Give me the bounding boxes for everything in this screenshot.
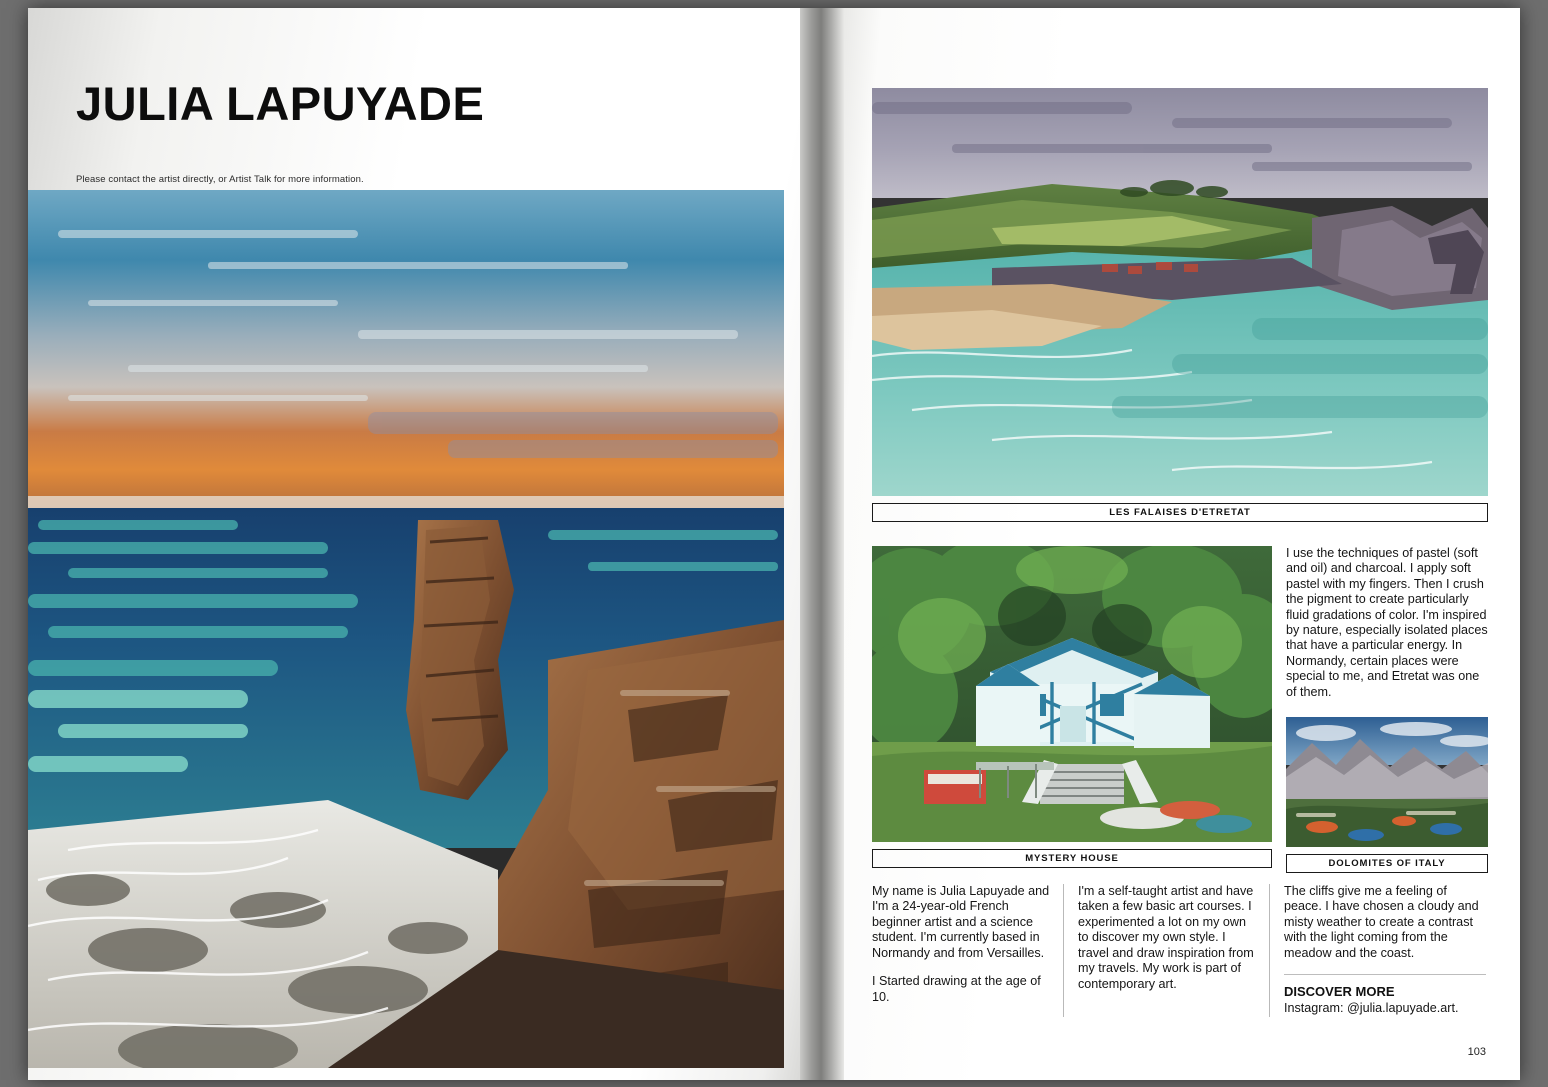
caption-etretat: LES FALAISES D'ETRETAT <box>872 503 1488 522</box>
magazine-spread <box>28 8 1520 1080</box>
bio-column-3 <box>1284 884 1486 1016</box>
page-number: 103 <box>1467 1046 1486 1058</box>
artwork-etretat-illustration <box>872 88 1488 496</box>
page-title: JULIA LAPUYADE <box>76 77 485 130</box>
contact-note: Please contact the artist directly, or Artist Talk for more information. <box>76 174 364 185</box>
artwork-etretat <box>872 88 1488 496</box>
technique-text: I use the techniques of pastel (soft and oil) and charcoal. I apply soft pastel with my fingers. Then I crush the pigment to create particularly fluid gradations of color. I'm inspired by nature, especially isolated places that have a particular energy. In Normandy, certain places were special to me, and Etretat was one of them. <box>1286 546 1488 699</box>
bio-column-2 <box>1078 884 1270 1016</box>
caption-mystery-house: MYSTERY HOUSE <box>872 849 1272 868</box>
artwork-dolomites <box>1286 717 1488 847</box>
instagram-handle[interactable]: Instagram: @julia.lapuyade.art. <box>1284 1001 1459 1016</box>
bio-column-1 <box>872 884 1064 1016</box>
page-gutter <box>800 8 844 1080</box>
bio-paragraph: I'm a self-taught artist and have taken a few basic art courses. I experimented a lot on my own to discover my own style. I travel and draw inspiration from my travels. My work is part of contemporary art. <box>1078 884 1254 991</box>
artwork-mystery-house <box>872 546 1272 842</box>
bio-paragraph: My name is Julia Lapuyade and I'm a 24-year-old French beginner artist and a science student. I'm currently based in Normandy and from Versailles. <box>872 884 1050 960</box>
artwork-dolomites-illustration <box>1286 717 1488 847</box>
hero-artwork-illustration <box>28 190 784 1068</box>
discover-more-heading: DISCOVER MORE <box>1284 974 1486 999</box>
dolomites-description: The cliffs give me a feeling of peace. I have chosen a cloudy and misty weather to create a contrast with the light coming from the meadow and the coast. <box>1284 884 1479 960</box>
right-page <box>844 8 1520 1080</box>
bio-paragraph: I Started drawing at the age of 10. <box>872 974 1041 1004</box>
left-page <box>28 8 800 1080</box>
hero-artwork <box>28 190 784 1068</box>
caption-dolomites: DOLOMITES OF ITALY <box>1286 854 1488 873</box>
artwork-house-illustration <box>872 546 1272 842</box>
